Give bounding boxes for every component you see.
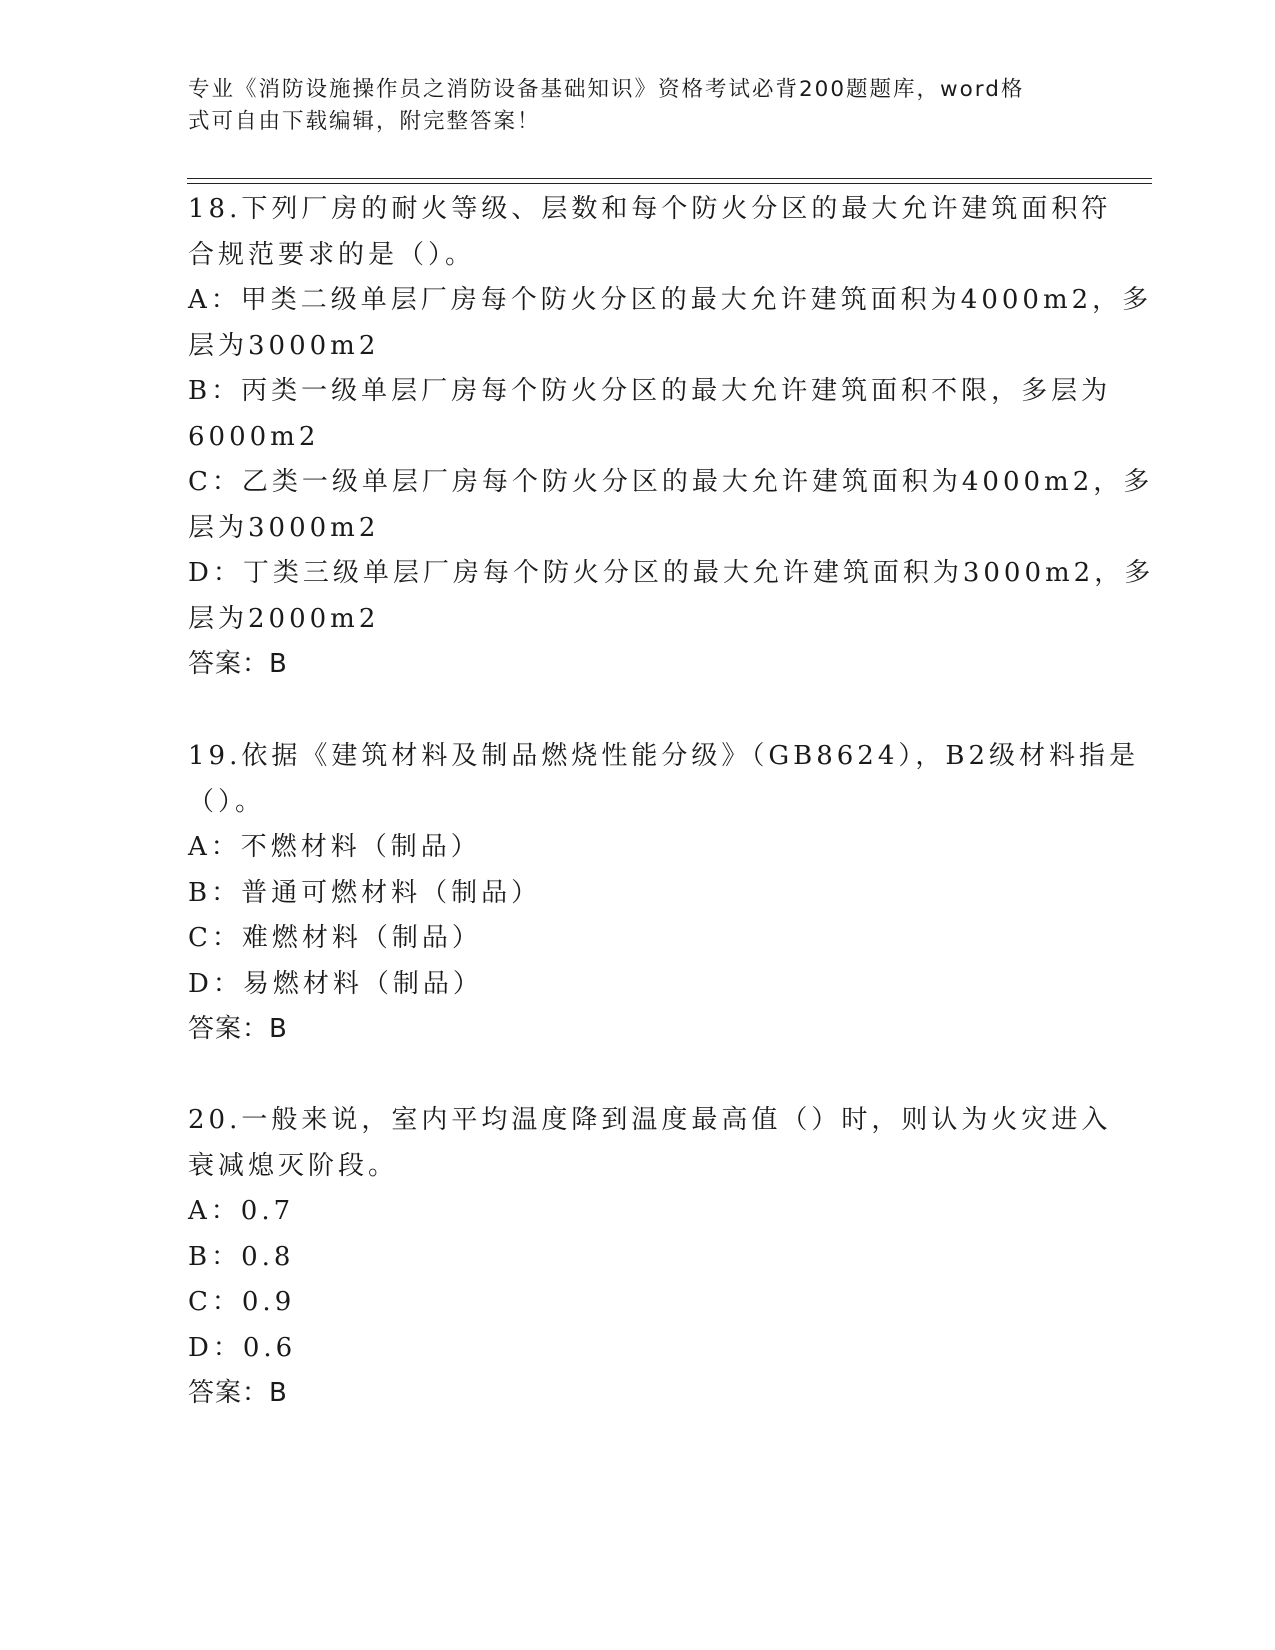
answer-label: 答案：B: [188, 1014, 288, 1044]
answer-label: 答案：B: [188, 649, 288, 679]
option-a: A：不燃材料（制品）: [188, 832, 481, 862]
option-c: C：难燃材料（制品）: [188, 923, 482, 953]
option-d: D：0.6: [188, 1332, 297, 1363]
header-divider-bottom: [187, 183, 1152, 184]
document-header: [188, 74, 1068, 138]
question-19: [188, 734, 1140, 1053]
question-stem-line-2: （）。: [188, 786, 266, 817]
question-stem-line-2: 合规范要求的是（）。: [188, 239, 476, 270]
option-b-line-2: 6000m2: [188, 421, 320, 452]
header-line-1: 专业《消防设施操作员之消防设备基础知识》资格考试必背200题题库，word格: [188, 77, 1025, 102]
option-b-line-1: B：丙类一级单层厂房每个防火分区的最大允许建筑面积不限，多层为: [188, 376, 1112, 406]
option-d: D：易燃材料（制品）: [188, 968, 483, 999]
option-c-line-1: C：乙类一级单层厂房每个防火分区的最大允许建筑面积为4000m2，多: [188, 467, 1154, 497]
option-a-line-2: 层为3000m2: [188, 330, 380, 361]
question-stem-line-2: 衰减熄灭阶段。: [188, 1150, 399, 1181]
question-18: [188, 187, 1155, 688]
option-d-line-2: 层为2000m2: [188, 603, 380, 634]
question-stem-line-1: 18.下列厂房的耐火等级、层数和每个防火分区的最大允许建筑面积符: [188, 194, 1112, 224]
option-b: B：普通可燃材料（制品）: [188, 877, 542, 908]
option-a: A：0.7: [188, 1196, 295, 1226]
question-20: [188, 1098, 1112, 1417]
header-divider-top: [187, 178, 1152, 179]
question-stem-line-1: 19.依据《建筑材料及制品燃烧性能分级》（GB8624），B2级材料指是: [188, 741, 1140, 771]
answer-label: 答案：B: [188, 1378, 288, 1408]
header-line-2: 式可自由下载编辑，附完整答案！: [188, 109, 541, 134]
option-a-line-1: A：甲类二级单层厂房每个防火分区的最大允许建筑面积为4000m2，多: [188, 285, 1153, 315]
option-c: C：0.9: [188, 1287, 296, 1317]
option-d-line-1: D：丁类三级单层厂房每个防火分区的最大允许建筑面积为3000m2，多: [188, 558, 1155, 588]
option-b: B：0.8: [188, 1241, 295, 1272]
question-stem-line-1: 20.一般来说，室内平均温度降到温度最高值（）时，则认为火灾进入: [188, 1105, 1112, 1135]
option-c-line-2: 层为3000m2: [188, 512, 380, 543]
